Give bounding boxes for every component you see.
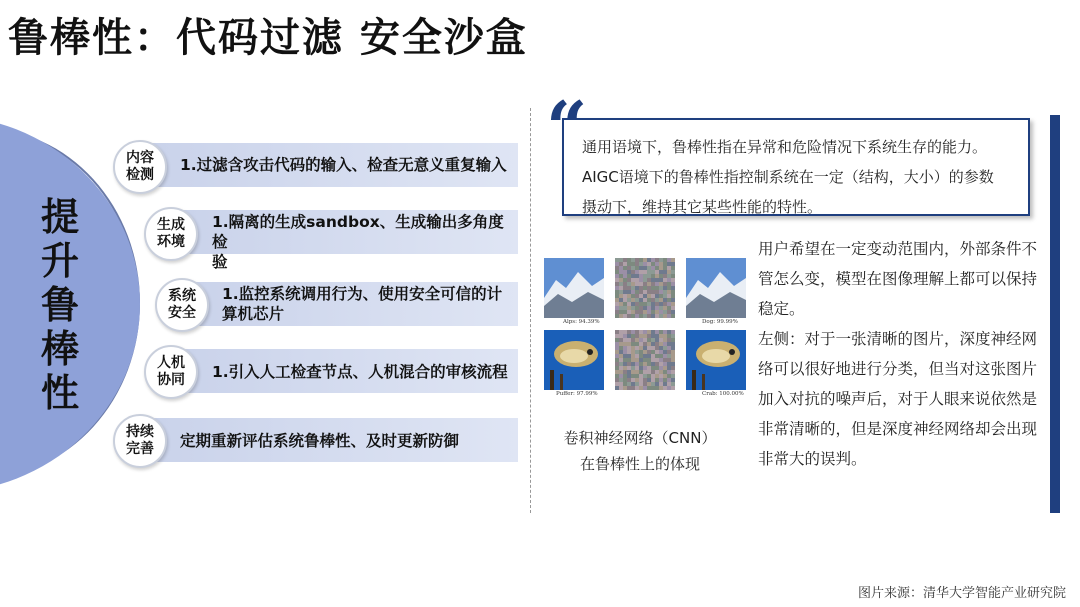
noise-image — [615, 258, 675, 318]
step-node-system-security — [155, 278, 209, 332]
explanation-line: 非常大的误判。 — [758, 450, 867, 468]
node-line: 安全 — [168, 305, 196, 321]
node-line: 协同 — [157, 372, 185, 388]
fish-image — [544, 330, 604, 390]
image-caption: Dog: 99.99% — [702, 319, 738, 325]
center-char: 提 — [40, 195, 79, 239]
node-line: 检测 — [126, 167, 154, 183]
node-line: 生成 — [157, 217, 185, 233]
step-text-content-check — [180, 155, 515, 175]
node-line: 环境 — [157, 234, 185, 250]
explanation-text — [758, 234, 1046, 474]
page-title: 鲁棒性：代码过滤 安全沙盒 — [8, 15, 528, 61]
node-line: 人机 — [157, 355, 185, 371]
explanation-line: 用户希望在一定变动范围内，外部条件不 — [758, 240, 1038, 258]
cnn-caption-line: 在鲁棒性上的体现 — [579, 455, 700, 473]
image-caption: Crab: 100.00% — [702, 391, 744, 397]
step-node-continuous — [113, 414, 167, 468]
center-char: 棒 — [40, 327, 79, 371]
quote-line: 摄动下，维持其它某些性能的特性。 — [582, 198, 823, 216]
step-node-content-check — [113, 140, 167, 194]
node-line: 完善 — [126, 441, 154, 457]
explanation-line: 稳定。 — [758, 300, 805, 318]
quote-line: 通用语境下，鲁棒性指在异常和危险情况下系统生存的能力。 — [582, 138, 988, 156]
step-text-system-security — [222, 284, 517, 324]
step-node-generation-env — [144, 207, 198, 261]
quote-box — [562, 118, 1030, 216]
quote-icon: “ — [546, 85, 588, 170]
noise-image — [615, 330, 675, 390]
step-node-human-machine — [144, 345, 198, 399]
node-line: 内容 — [126, 150, 154, 166]
center-label — [40, 195, 80, 415]
divider-dashed — [530, 108, 531, 513]
mountain-image — [544, 258, 604, 318]
explanation-line: 络可以很好地进行分类，但当对这张图片 — [758, 360, 1038, 378]
step-text-line: 1.引入人工检查节点、人机混合的审核流程 — [212, 363, 508, 381]
node-line: 系统 — [168, 288, 196, 304]
step-text-line: 定期重新评估系统鲁棒性、及时更新防御 — [180, 432, 460, 450]
explanation-line: 非常清晰的，但是深度神经网络却会出现 — [758, 420, 1038, 438]
step-text-line: 1.隔离的生成sandbox、生成输出多角度检 — [212, 213, 504, 251]
step-text-line: 1.监控系统调用行为、使用安全可信的计 — [222, 285, 503, 303]
step-text-line: 验 — [212, 253, 228, 271]
explanation-line: 管怎么变，模型在图像理解上都可以保持 — [758, 270, 1038, 288]
step-text-line: 1.过滤含攻击代码的输入、检查无意义重复输入 — [180, 156, 507, 174]
step-text-line: 算机芯片 — [222, 305, 285, 323]
step-text-human-machine — [212, 362, 517, 382]
image-caption: Puffer: 97.99% — [556, 391, 598, 397]
cnn-caption-line: 卷积神经网络（CNN） — [563, 429, 717, 447]
image-caption: Alps: 94.39% — [563, 319, 600, 325]
center-char: 升 — [40, 239, 79, 283]
center-char: 性 — [40, 371, 79, 415]
quote-line: AIGC语境下的鲁棒性指控制系统在一定（结构，大小）的参数 — [582, 168, 994, 186]
explanation-line: 左侧：对于一张清晰的图片，深度神经网 — [758, 330, 1038, 348]
accent-bar — [1050, 115, 1060, 513]
step-text-continuous — [180, 431, 515, 451]
cnn-caption — [555, 425, 725, 477]
mountain-image — [686, 258, 746, 318]
node-line: 持续 — [126, 424, 154, 440]
step-text-generation-env — [212, 212, 517, 272]
fish-image — [686, 330, 746, 390]
center-char: 鲁 — [40, 283, 79, 327]
explanation-line: 加入对抗的噪声后，对于人眼来说依然是 — [758, 390, 1038, 408]
source-note: 图片来源：清华大学智能产业研究院 — [857, 586, 1066, 601]
